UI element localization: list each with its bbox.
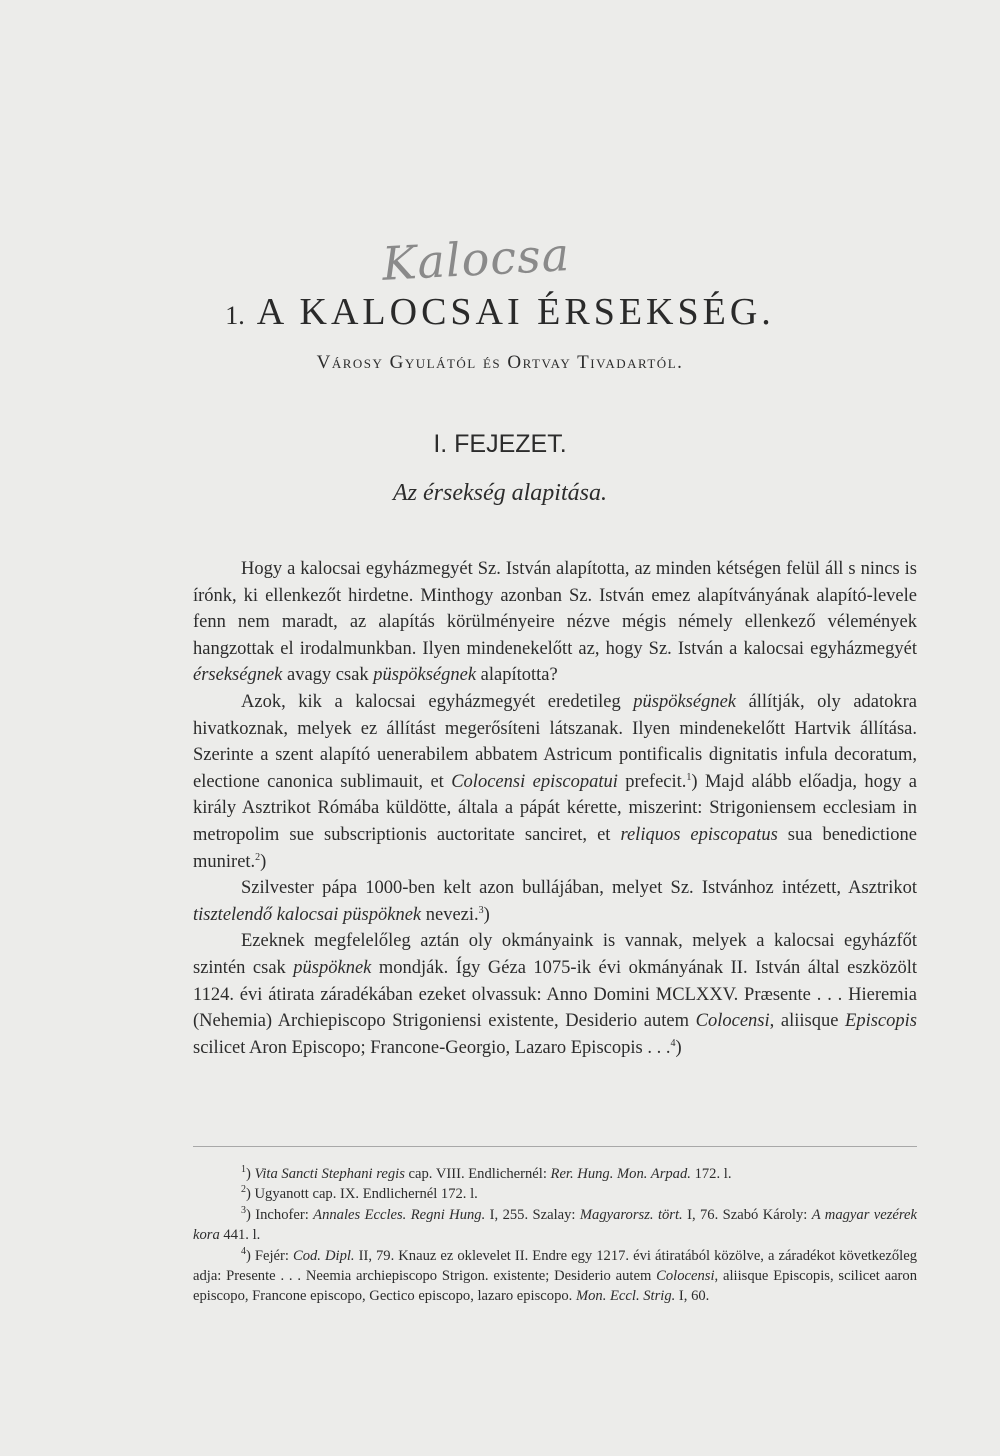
- text-run: nevezi.: [421, 904, 479, 925]
- text-run: 441. l.: [219, 1227, 261, 1244]
- text-run: Szilvester pápa 1000-ben kelt azon bullájában, melyet Sz. Istvánhoz intézett, Asztrikot: [241, 878, 917, 899]
- text-run: ): [483, 904, 490, 925]
- text-run: 172. l.: [690, 1166, 732, 1182]
- text-run: ) Fejér:: [246, 1247, 293, 1264]
- italic-text: Colocensi: [695, 1011, 770, 1032]
- handwritten-annotation: Kalocsa: [380, 227, 572, 291]
- italic-text: reliquos episcopatus: [620, 824, 778, 845]
- footnote-marker: 2: [241, 1184, 246, 1196]
- paragraph: [193, 556, 917, 689]
- text-run: ): [675, 1037, 682, 1058]
- text-run: prefecit.: [617, 771, 687, 792]
- text-run: I, 255. Szalay:: [485, 1206, 580, 1223]
- footnotes: [193, 1164, 917, 1307]
- italic-text: Cod. Dipl.: [292, 1247, 355, 1264]
- footnote-divider: [193, 1146, 917, 1147]
- footnote-marker: 4: [670, 1037, 676, 1049]
- italic-text: Magyarorsz. tört.: [579, 1206, 683, 1223]
- italic-text: érsekségnek: [193, 665, 283, 686]
- italic-text: Annales Eccles. Regni Hung.: [313, 1206, 486, 1223]
- text-run: avagy csak: [282, 665, 374, 686]
- text-run: alapította?: [476, 665, 558, 686]
- italic-text: Vita Sancti Stephani regis: [254, 1166, 405, 1182]
- italic-text: püspökségnek: [633, 691, 737, 712]
- italic-text: A magyar vezérek kora: [193, 1206, 917, 1244]
- footnote: [193, 1184, 917, 1204]
- text-run: Hogy a kalocsai egyházmegyét Sz. István alapította, az minden kétségen felül áll s nincs is írónk, ki ellenkezőt hirdetne. Minthogy azonban Sz. István emez alapítványának alapító-levele fenn nem maradt, az alapítás körülményeire nézve mégis némely ellenkező vélemények hangzottak el irodalmunkban. Ilyen mindenekelőtt az, hogy Sz. István a kalocsai egyházmegyét: [193, 559, 917, 659]
- text-run: scilicet Aron Episcopo; Francone-Georgio, Lazaro Episcopis . . .: [193, 1037, 671, 1058]
- footnote-marker: 3: [478, 904, 484, 916]
- chapter-heading: I. FEJEZET.: [433, 430, 567, 458]
- paragraph: [193, 689, 917, 875]
- text-run: ) Ugyanott cap. IX. Endlichernél 172. l.: [246, 1186, 478, 1203]
- italic-text: Mon. Eccl. Strig.: [575, 1288, 676, 1305]
- body-text: [193, 556, 917, 1061]
- text-run: sua benedictione muniret.: [193, 824, 917, 872]
- paragraph: [193, 875, 917, 928]
- footnote-marker: 4: [241, 1245, 246, 1257]
- text-run: I, 60.: [675, 1288, 710, 1305]
- page-title: [0, 290, 1000, 334]
- text-run: mondják. Így Géza 1075-ik évi okmányának II. István által eszközölt 1124. évi átirata záradékában ezeket olvassuk: Anno Domini MCLXXV. Præsente . . . Hieremia (Nehemia) Archiepiscopo Strigoniensi existente, Desiderio autem: [193, 957, 918, 1032]
- text-run: II, 79. Knauz ez oklevelet II. Endre egy 1217. évi átiratából közölve, a záradékot következőleg adja: Presente . . . Neemia archiepiscopo Strigon. existente; Desiderio autem: [193, 1247, 918, 1285]
- italic-text: Colocensi: [656, 1268, 715, 1285]
- chapter-subtitle: Az érsekség alapitása.: [393, 480, 607, 506]
- italic-text: püspökségnek: [373, 665, 477, 686]
- title-number: 1.: [225, 301, 245, 330]
- footnote: [193, 1205, 917, 1246]
- italic-text: püspöknek: [293, 957, 372, 978]
- footnote-marker: 3: [241, 1204, 246, 1216]
- text-run: Azok, kik a kalocsai egyházmegyét eredetileg: [241, 691, 634, 712]
- paragraph: [193, 928, 917, 1061]
- text-run: ) Majd alább előadja, hogy a király Asztrikot Rómába küldötte, általa a pápát kérette, miszerint: Strigoniensem ecclesiam in metropolim sue subscriptionis auctoritate sanciret, et: [193, 771, 917, 845]
- text-run: ) Inchofer:: [246, 1206, 314, 1223]
- text-run: , aliisque Episcopis, scilicet aaron episcopo, Francone episcopo, Gectico episcopo, lazaro episcopo.: [193, 1268, 917, 1305]
- text-run: állítják, oly adatokra hivatkoznak, melyek ez állítást megerősíteni látszanak. Ilyen mindenekelőtt Hartvik állítása. Szerinte a szent alapító uenerabilem abbatem Astricum pontificalis dignitatis infula decoratum, electione canonica sublimauit, et: [193, 691, 918, 792]
- footnote-marker: 1: [241, 1164, 246, 1176]
- authors-line: Városy Gyulától és Ortvay Tivadartól.: [316, 352, 684, 373]
- text-run: cap. VIII. Endlichernél:: [404, 1166, 551, 1182]
- italic-text: Episcopis: [845, 1011, 917, 1032]
- text-run: ): [246, 1166, 255, 1182]
- title-text: A KALOCSAI ÉRSEKSÉG.: [256, 291, 775, 333]
- text-run: , aliisque: [769, 1011, 846, 1032]
- italic-text: Colocensi episcopatui: [451, 771, 618, 792]
- footnote: [193, 1246, 917, 1307]
- text-run: I, 76. Szabó Károly:: [682, 1206, 812, 1223]
- footnote-marker: 2: [255, 851, 261, 863]
- footnote-marker: 1: [686, 771, 692, 783]
- footnote: [193, 1164, 917, 1184]
- italic-text: Rer. Hung. Mon. Arpad.: [550, 1166, 691, 1182]
- italic-text: tisztelendő kalocsai püspöknek: [193, 904, 422, 925]
- text-run: ): [260, 851, 267, 872]
- text-run: Ezeknek megfelelőleg aztán oly okmányaink is vannak, melyek a kalocsai egyházfőt szintén csak: [193, 931, 917, 978]
